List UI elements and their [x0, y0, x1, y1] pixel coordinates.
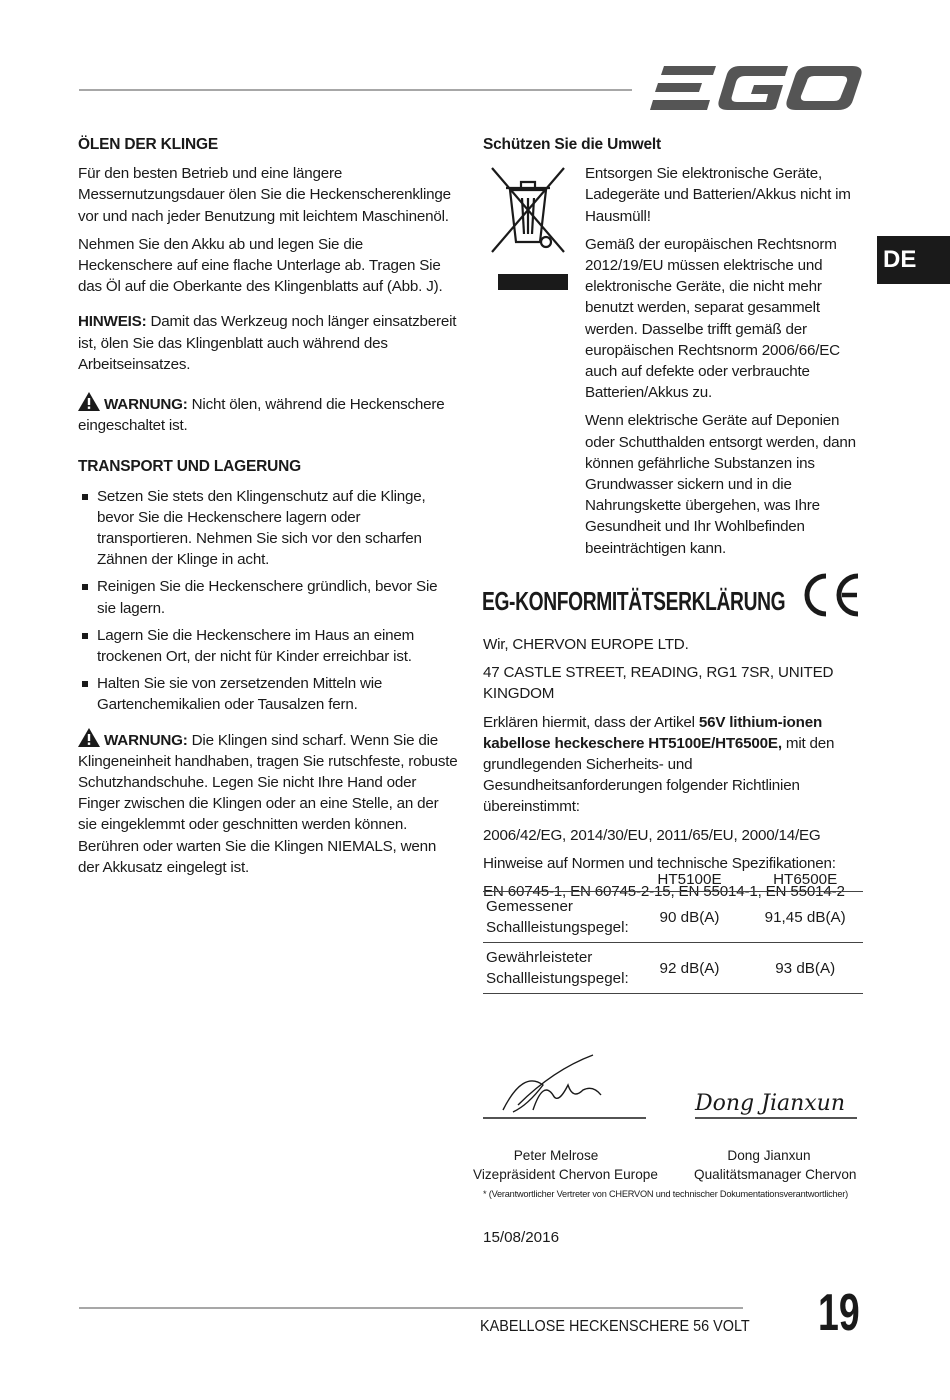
- oiling-paragraph-1: Für den besten Betrieb und eine längere Messernutzungsdauer ölen Sie die Heckenscherenklinge vor und nach jeder Benutzung mit leichtem Maschinenöl.: [78, 165, 451, 225]
- warning-blades: [78, 728, 458, 878]
- hint-label: HINWEIS:: [78, 313, 147, 331]
- section-title-transport: TRANSPORT UND LAGERUNG: [78, 458, 301, 476]
- oiling-paragraph-2: Nehmen Sie den Akku ab und legen Sie die Heckenschere auf eine flache Unterlage ab. Tragen Sie das Öl auf die Oberkante des Klingenblatts auf (Abb. J).: [78, 235, 443, 296]
- warning-text: Nicht ölen, während die Heckenschere eingeschaltet ist.: [78, 396, 445, 435]
- table-row: [483, 943, 863, 994]
- warning-label: WARNUNG:: [104, 396, 188, 414]
- warning-icon: [78, 728, 100, 747]
- table-header-ht6500e: HT6500E: [747, 868, 863, 892]
- footnote: * (Verantwortlicher Vertreter von CHERVON und technischer Dokumentationsverantwortlicher): [483, 1189, 849, 1199]
- page-number: 19: [818, 1284, 860, 1342]
- signatory-2: [694, 1146, 857, 1184]
- signatory-1-role: Vizepräsident Chervon Europe: [473, 1167, 658, 1182]
- left-column: [78, 134, 458, 885]
- table-cell: 91,45 dB(A): [747, 892, 863, 943]
- product-name: 56V lithium-ionen kabellose heckeschere HT5100E/HT6500E,: [483, 713, 823, 752]
- transport-list: [78, 486, 458, 716]
- sound-level-table: [483, 868, 863, 994]
- declaration-address: 47 CASTLE STREET, READING, RG1 7SR, UNITED KINGDOM: [483, 664, 834, 703]
- list-item: Reinigen Sie die Heckenschere gründlich, bevor Sie sie lagern.: [78, 576, 458, 618]
- hint-note: [78, 311, 458, 375]
- environment-paragraph-2: Gemäß der europäischen Rechtsnorm 2012/19/EU müssen elektrische und elektronische Geräte, die nicht mehr benutzt werden, separat gesammelt werden. Dasselbe trifft gemäß der europäischen Rechtsnorm 2006/66/EC auch auf defekte oder verbrauchte Batterien/Akkus zu.: [585, 235, 840, 402]
- declaration-statement-post: mit den grundlegenden Sicherheits- und Gesundheitsanforderungen folgender Richtlinien übereinstimmt:: [483, 734, 835, 816]
- signatory-2-role: Qualitätsmanager Chervon: [694, 1167, 857, 1182]
- hint-text: Damit das Werkzeug noch länger einsatzbereit ist, ölen Sie das Klingenblatt auch während des Arbeitseinsatzes.: [78, 313, 457, 373]
- warning-icon: [78, 392, 100, 411]
- environment-paragraph-3: Wenn elektrische Geräte auf Deponien oder Schutthalden entsorgt werden, dann können gefährliche Substanzen ins Grundwasser sickern und in die Nahrungskette übergehen, was Ihre Gesundheit und Ihr Wohlbefinden beeinträchtigen kann.: [585, 412, 856, 557]
- ce-mark-icon: [802, 572, 862, 618]
- list-item: Halten Sie sie von zersetzenden Mitteln wie Gartenchemikalien oder Tausalzen fern.: [78, 673, 458, 715]
- table-cell: 92 dB(A): [632, 943, 748, 994]
- environment-paragraph-1: Entsorgen Sie elektronische Geräte, Ladegeräte und Batterien/Akkus nicht im Hausmüll!: [585, 165, 851, 225]
- warning-label: WARNUNG:: [104, 731, 188, 749]
- signatures-graphic: [483, 1050, 863, 1125]
- environment-text: [585, 163, 863, 559]
- norms: EN 60745-1, EN 60745-2-15, EN 55014-1, EN 55014-2: [483, 883, 845, 901]
- signatory-1: [473, 1146, 658, 1184]
- crossed-bin-icon: [488, 162, 572, 292]
- signatory-2-name: Dong Jianxun: [727, 1148, 811, 1163]
- norms-label: Hinweise auf Normen und technische Spezifikationen:: [483, 854, 836, 872]
- declaration-company: Wir, CHERVON EUROPE LTD.: [483, 636, 689, 653]
- table-row: [483, 892, 863, 943]
- declaration-statement-pre: Erklären hiermit, dass der Artikel: [483, 713, 699, 731]
- table-cell: 90 dB(A): [632, 892, 748, 943]
- warning-text: Die Klingen sind scharf. Wenn Sie die Klingeneinheit handhaben, tragen Sie rutschfeste, robuste Schutzhandschuhe. Legen Sie nicht Ihre Hand oder Finger zwischen die Klingen oder an eine Stelle, an der sie eingeklemmt oder geschnitten werden können. Berühren oder warten Sie die Klingen NIEMALS, wenn der Akkusatz eingelegt ist.: [78, 731, 458, 876]
- declaration-date: 15/08/2016: [483, 1229, 560, 1246]
- signatory-1-name: Peter Melrose: [513, 1148, 599, 1163]
- eg-declaration-title: EG-KONFORMITÄTSERKLÄRUNG: [482, 586, 786, 616]
- environment-title: Schützen Sie die Umwelt: [483, 136, 661, 153]
- table-row-label: Gemessener Schallleistungspegel:: [483, 892, 632, 943]
- list-item: Lagern Sie die Heckenschere im Haus an einem trockenen Ort, der nicht für Kinder erreichbar ist.: [78, 625, 458, 667]
- table-header-ht5100e: HT5100E: [632, 868, 748, 892]
- footer-rule: [79, 1307, 743, 1309]
- directives: 2006/42/EG, 2014/30/EU, 2011/65/EU, 2000/14/EG: [483, 826, 821, 844]
- footer-title: KABELLOSE HECKENSCHERE 56 VOLT: [480, 1318, 750, 1335]
- language-tab: DE: [877, 236, 950, 284]
- table-row-label: Gewährleisteter Schallleistungspegel:: [483, 943, 632, 994]
- handwritten-signature-dong: Dong Jianxun: [695, 1091, 846, 1116]
- table-header-empty: [483, 868, 632, 892]
- ego-logo: [650, 62, 862, 114]
- header-rule: [79, 89, 632, 91]
- section-title-oiling: ÖLEN DER KLINGE: [78, 136, 218, 153]
- list-item: Setzen Sie stets den Klingenschutz auf die Klinge, bevor Sie die Heckenschere lagern oder transportieren. Nehmen Sie sich vor den scharfen Zähnen der Klinge in acht.: [78, 486, 458, 571]
- warning-oiling: [78, 392, 458, 436]
- table-cell: 93 dB(A): [747, 943, 863, 994]
- table-header-row: [483, 868, 863, 892]
- declaration-statement: [483, 712, 863, 818]
